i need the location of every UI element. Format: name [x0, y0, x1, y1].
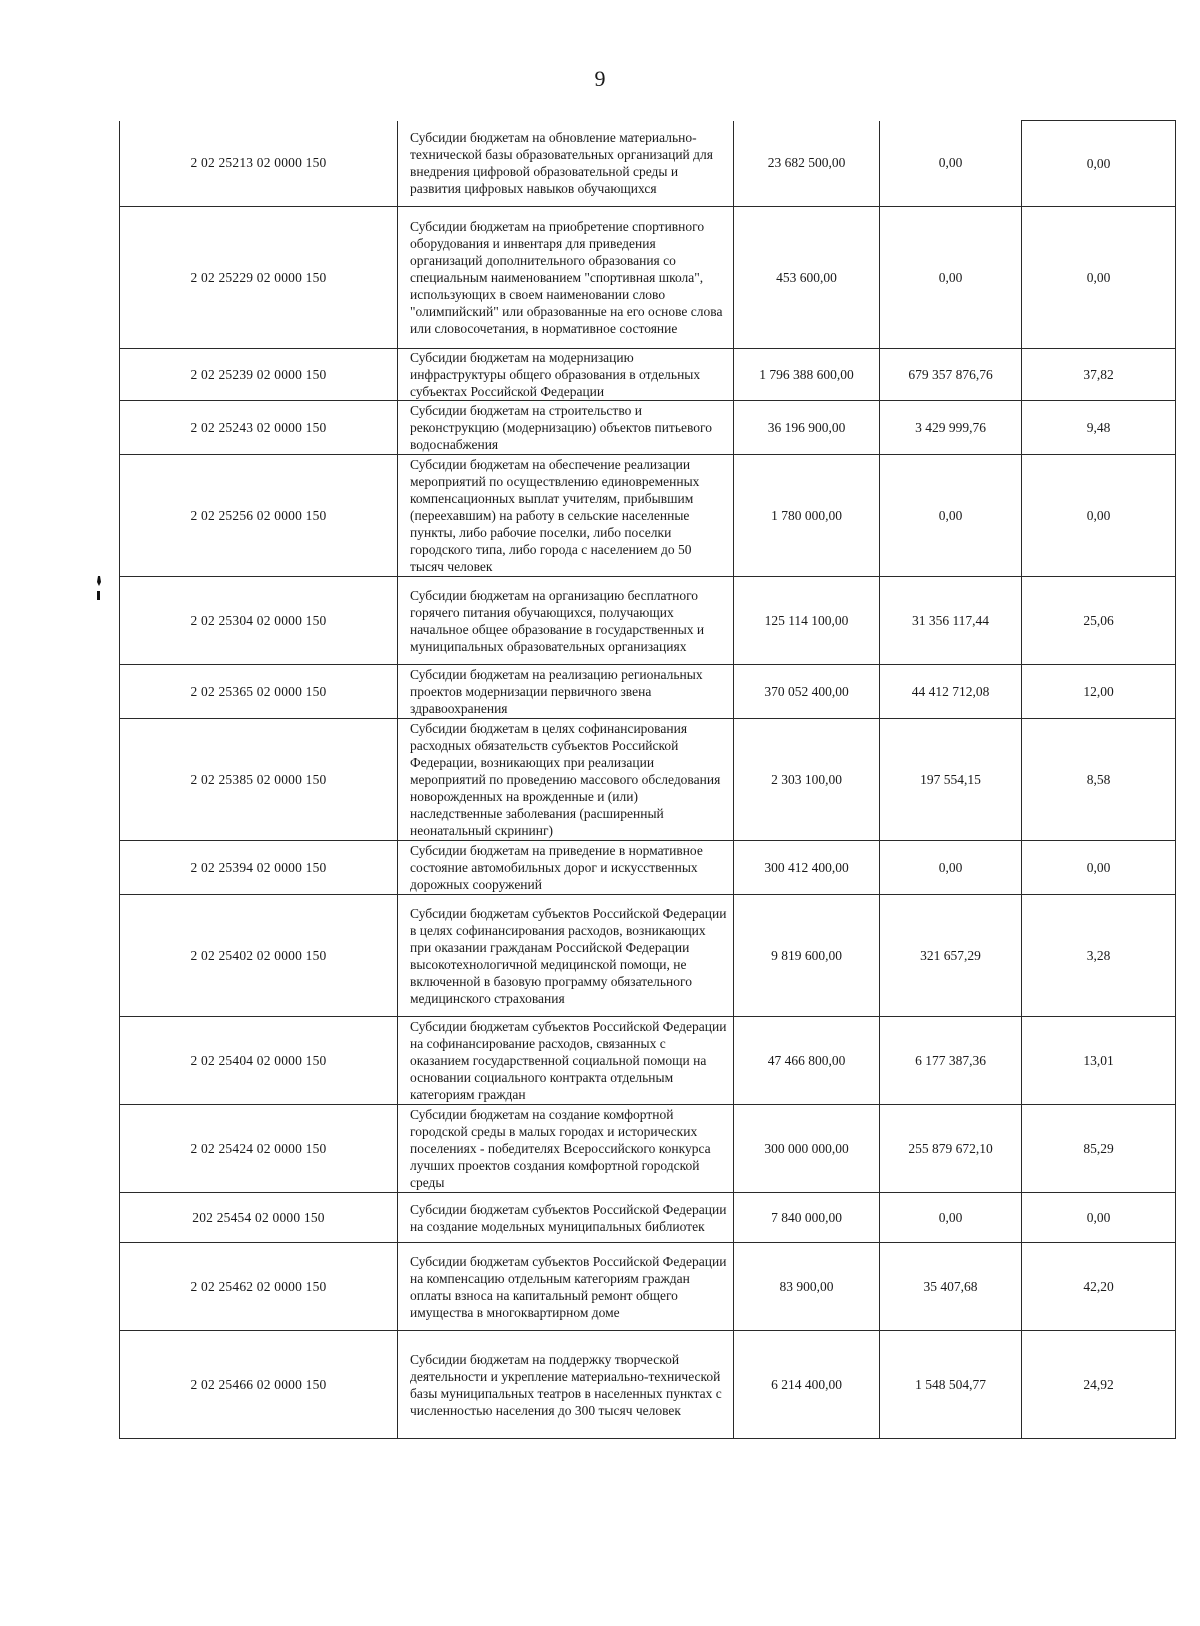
actual-amount-cell: 0,00 [880, 841, 1022, 895]
percent-cell: 3,28 [1022, 895, 1176, 1017]
table-row [120, 1193, 1176, 1243]
percent-cell: 8,58 [1022, 719, 1176, 841]
description-cell: Субсидии бюджетам на организацию бесплатного горячего питания обучающихся, получающих начальное общее образование в государственных и муниципальных образовательных организациях [398, 577, 734, 665]
plan-amount-cell: 36 196 900,00 [734, 401, 880, 455]
plan-amount-cell: 300 000 000,00 [734, 1105, 880, 1193]
plan-amount-cell: 83 900,00 [734, 1243, 880, 1331]
description-cell: Субсидии бюджетам на поддержку творческой деятельности и укрепление материально-технической базы муниципальных театров в населенных пунктах с численностью населения до 300 тысяч человек [398, 1331, 734, 1439]
budget-code-cell: 2 02 25394 02 0000 150 [120, 841, 398, 895]
plan-amount-cell: 453 600,00 [734, 207, 880, 349]
description-cell: Субсидии бюджетам субъектов Российской Федерации на создание модельных муниципальных библиотек [398, 1193, 734, 1243]
table-row [120, 455, 1176, 577]
budget-code-cell: 2 02 25466 02 0000 150 [120, 1331, 398, 1439]
budget-revenue-table [119, 120, 1176, 1439]
percent-cell: 9,48 [1022, 401, 1176, 455]
plan-amount-cell: 1 780 000,00 [734, 455, 880, 577]
percent-cell: 37,82 [1022, 349, 1176, 401]
percent-cell: 0,00 [1022, 1193, 1176, 1243]
budget-code-cell: 2 02 25229 02 0000 150 [120, 207, 398, 349]
actual-amount-cell: 197 554,15 [880, 719, 1022, 841]
budget-code-cell: 2 02 25213 02 0000 150 [120, 121, 398, 207]
percent-cell: 0,00 [1022, 455, 1176, 577]
actual-amount-cell: 3 429 999,76 [880, 401, 1022, 455]
budget-code-cell: 2 02 25243 02 0000 150 [120, 401, 398, 455]
table-row [120, 1017, 1176, 1105]
description-cell: Субсидии бюджетам субъектов Российской Федерации на компенсацию отдельным категориям граждан оплаты взноса на капитальный ремонт общего имущества в многоквартирном доме [398, 1243, 734, 1331]
actual-amount-cell: 0,00 [880, 455, 1022, 577]
budget-code-cell: 2 02 25304 02 0000 150 [120, 577, 398, 665]
percent-cell: 13,01 [1022, 1017, 1176, 1105]
plan-amount-cell: 2 303 100,00 [734, 719, 880, 841]
plan-amount-cell: 370 052 400,00 [734, 665, 880, 719]
budget-code-cell: 2 02 25365 02 0000 150 [120, 665, 398, 719]
actual-amount-cell: 35 407,68 [880, 1243, 1022, 1331]
percent-cell: 42,20 [1022, 1243, 1176, 1331]
percent-cell: 12,00 [1022, 665, 1176, 719]
table-row [120, 577, 1176, 665]
table-row [120, 401, 1176, 455]
budget-code-cell: 2 02 25239 02 0000 150 [120, 349, 398, 401]
description-cell: Субсидии бюджетам на модернизацию инфраструктуры общего образования в отдельных субъектах Российской Федерации [398, 349, 734, 401]
budget-code-cell: 2 02 25404 02 0000 150 [120, 1017, 398, 1105]
description-cell: Субсидии бюджетам на обеспечение реализации мероприятий по осуществлению единовременных компенсационных выплат учителям, прибывшим (переехавшим) на работу в сельские населенные пункты, либо рабочие поселки, либо поселки городского типа, либо города с населением до 50 тысяч человек [398, 455, 734, 577]
description-cell: Субсидии бюджетам субъектов Российской Федерации на софинансирование расходов, связанных с оказанием государственной социальной помощи на основании социального контракта отдельным категориям граждан [398, 1017, 734, 1105]
table-row [120, 349, 1176, 401]
plan-amount-cell: 125 114 100,00 [734, 577, 880, 665]
table-row [120, 1331, 1176, 1439]
percent-cell: 0,00 [1022, 207, 1176, 349]
percent-cell: 25,06 [1022, 577, 1176, 665]
plan-amount-cell: 300 412 400,00 [734, 841, 880, 895]
description-cell: Субсидии бюджетам на создание комфортной городской среды в малых городах и исторических поселениях - победителях Всероссийского конкурса лучших проектов создания комфортной городской среды [398, 1105, 734, 1193]
plan-amount-cell: 6 214 400,00 [734, 1331, 880, 1439]
table-row [120, 665, 1176, 719]
actual-amount-cell: 0,00 [880, 121, 1022, 207]
budget-code-cell: 2 02 25424 02 0000 150 [120, 1105, 398, 1193]
table-row [120, 895, 1176, 1017]
percent-cell: 24,92 [1022, 1331, 1176, 1439]
description-cell: Субсидии бюджетам на обновление материально-технической базы образовательных организаций для внедрения цифровой образовательной среды и развития цифровых навыков обучающихся [398, 121, 734, 207]
description-cell: Субсидии бюджетам в целях софинансирования расходных обязательств субъектов Российской Федерации, возникающих при реализации мероприятий по проведению массового обследования новорожденных на врожденные и (или) наследственные заболевания (расширенный неонатальный скрининг) [398, 719, 734, 841]
description-cell: Субсидии бюджетам на приобретение спортивного оборудования и инвентаря для приведения организаций дополнительного образования со специальным наименованием "спортивная школа", использующих в своем наименовании слово "олимпийский" или образованные на его основе слова или словосочетания, в нормативное состояние [398, 207, 734, 349]
description-cell: Субсидии бюджетам субъектов Российской Федерации в целях софинансирования расходов, возникающих при оказании гражданам Российской Федерации высокотехнологичной медицинской помощи, не включенной в базовую программу обязательного медицинского страхования [398, 895, 734, 1017]
actual-amount-cell: 31 356 117,44 [880, 577, 1022, 665]
page-number: 9 [594, 66, 606, 91]
budget-code-cell: 2 02 25385 02 0000 150 [120, 719, 398, 841]
budget-code-cell: 2 02 25256 02 0000 150 [120, 455, 398, 577]
description-cell: Субсидии бюджетам на реализацию региональных проектов модернизации первичного звена здравоохранения [398, 665, 734, 719]
plan-amount-cell: 9 819 600,00 [734, 895, 880, 1017]
actual-amount-cell: 6 177 387,36 [880, 1017, 1022, 1105]
description-cell: Субсидии бюджетам на приведение в нормативное состояние автомобильных дорог и искусственных дорожных сооружений [398, 841, 734, 895]
percent-cell: 0,00 [1022, 841, 1176, 895]
actual-amount-cell: 255 879 672,10 [880, 1105, 1022, 1193]
percent-cell: 0,00 [1022, 121, 1176, 207]
budget-code-cell: 2 02 25462 02 0000 150 [120, 1243, 398, 1331]
actual-amount-cell: 321 657,29 [880, 895, 1022, 1017]
table-row [120, 121, 1176, 207]
actual-amount-cell: 679 357 876,76 [880, 349, 1022, 401]
percent-cell: 85,29 [1022, 1105, 1176, 1193]
actual-amount-cell: 44 412 712,08 [880, 665, 1022, 719]
table-row [120, 1105, 1176, 1193]
budget-code-cell: 202 25454 02 0000 150 [120, 1193, 398, 1243]
table-row [120, 207, 1176, 349]
actual-amount-cell: 1 548 504,77 [880, 1331, 1022, 1439]
margin-ink-mark [94, 574, 104, 604]
plan-amount-cell: 7 840 000,00 [734, 1193, 880, 1243]
table-row [120, 719, 1176, 841]
budget-code-cell: 2 02 25402 02 0000 150 [120, 895, 398, 1017]
actual-amount-cell: 0,00 [880, 1193, 1022, 1243]
actual-amount-cell: 0,00 [880, 207, 1022, 349]
plan-amount-cell: 47 466 800,00 [734, 1017, 880, 1105]
plan-amount-cell: 1 796 388 600,00 [734, 349, 880, 401]
table-row [120, 841, 1176, 895]
plan-amount-cell: 23 682 500,00 [734, 121, 880, 207]
table-row [120, 1243, 1176, 1331]
description-cell: Субсидии бюджетам на строительство и реконструкцию (модернизацию) объектов питьевого водоснабжения [398, 401, 734, 455]
table-body [120, 121, 1176, 1439]
